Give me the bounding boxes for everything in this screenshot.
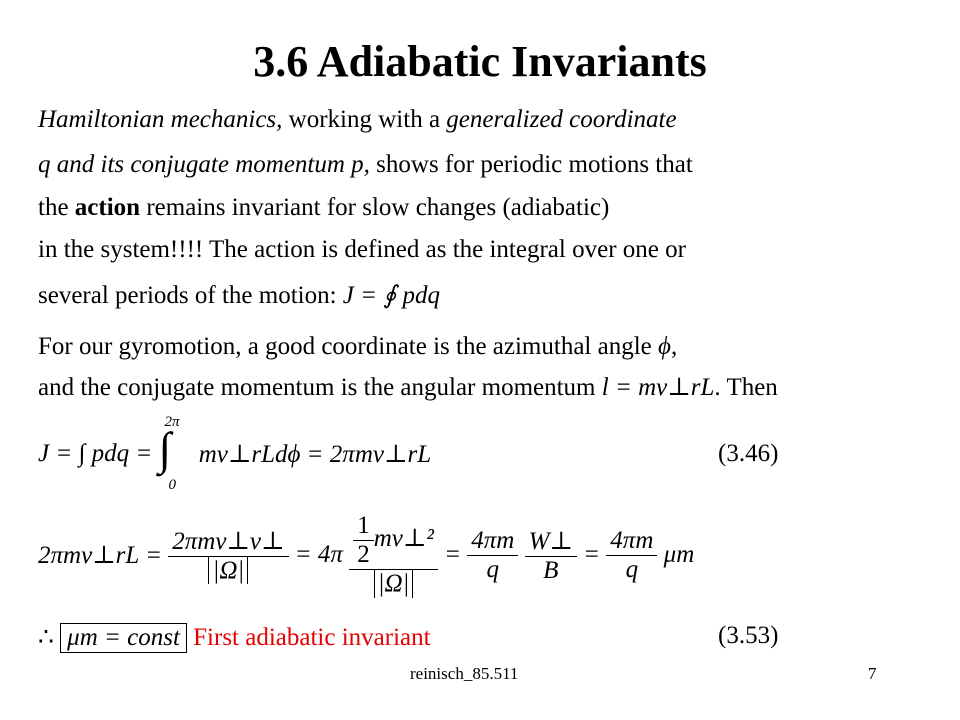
fraction-4-num: 4πm: [610, 526, 654, 554]
equation-number-3-46: (3.46): [718, 440, 779, 467]
integral-with-limits: [158, 414, 192, 494]
fraction-1-num: 2πmv⊥v⊥: [172, 527, 285, 555]
text-the: the: [38, 194, 75, 221]
text-line-7: [38, 372, 778, 402]
text-comma: ,: [670, 333, 678, 360]
equals-2: =: [583, 541, 601, 568]
text-q-and-p: q and its conjugate momentum p,: [38, 151, 370, 178]
fraction-4-den: q: [606, 555, 657, 584]
text-shows: shows for periodic motions that: [369, 151, 693, 178]
fraction-w-b: [525, 526, 577, 585]
text-conjugate-momentum: and the conjugate momentum is the angular momentum: [38, 374, 602, 401]
boxed-mu-const: μm = const: [60, 623, 187, 653]
text-working-with: working with a: [282, 106, 447, 133]
text-action: action: [74, 194, 141, 221]
text-line-5: [38, 280, 440, 310]
first-adiabatic-invariant-label: First adiabatic invariant: [193, 624, 431, 651]
equation-3-46: [38, 414, 431, 494]
fraction-1-den: [168, 556, 288, 585]
therefore-symbol: ∴: [38, 624, 54, 651]
text-line-4: in the system!!!! The action is defined as the integral over one or: [38, 236, 686, 263]
equation-magnetic-moment: [38, 512, 694, 598]
text-line-6: [38, 333, 677, 361]
slide-title: 3.6 Adiabatic Invariants: [253, 37, 707, 86]
eq-action-def: J = ∮ pdq: [342, 282, 441, 309]
eq-angular-momentum: l = mv⊥rL: [601, 374, 715, 401]
equation-3-53: [38, 622, 431, 653]
abs-omega-1: |Ω|: [208, 557, 248, 585]
integral-upper-limit: 2π: [164, 414, 180, 430]
text-remains-invariant: remains invariant for slow changes (adiabatic): [140, 194, 610, 221]
text-several-periods: several periods of the motion:: [38, 282, 343, 309]
fraction-3-den: q: [467, 555, 518, 584]
fraction-3: [467, 527, 518, 584]
mu-m-symbol: μm: [663, 541, 695, 568]
fraction-3-num: 4πm: [471, 526, 515, 554]
text-generalized-coordinate: generalized coordinate: [446, 106, 677, 133]
equation-number-3-53: (3.53): [718, 622, 779, 649]
fraction-half: [353, 512, 374, 569]
text-hamiltonian: Hamiltonian mechanics,: [38, 106, 283, 133]
fraction-2-num: [349, 512, 438, 569]
equals-1: =: [444, 541, 461, 568]
fraction-w: W⊥: [528, 527, 573, 555]
text-gyromotion: For our gyromotion, a good coordinate is the azimuthal angle: [38, 333, 658, 360]
text-line-1: [38, 106, 677, 134]
integral-sign: ∫: [158, 423, 172, 474]
eq-mu-lhs: 2πmv⊥rL =: [38, 542, 162, 569]
integral-lower-limit: 0: [168, 477, 176, 493]
symbol-phi: ϕ: [658, 333, 671, 360]
fraction-2: [349, 512, 438, 598]
eq346-rhs: mv⊥rLdϕ = 2πmv⊥rL: [198, 441, 432, 468]
text-then: . Then: [714, 374, 778, 401]
fraction-2-den: [349, 569, 438, 598]
footer-course: reinisch_85.511: [410, 664, 519, 683]
half-den: 2: [353, 540, 374, 569]
text-line-2: [38, 151, 693, 179]
fraction-b: B: [525, 556, 577, 585]
fraction-4: [606, 527, 657, 584]
half-num: 1: [357, 512, 370, 539]
text-line-3: [38, 194, 609, 222]
page-number: 7: [868, 664, 877, 683]
abs-omega-2: |Ω|: [374, 570, 414, 598]
eq-mu-eq2: = 4π: [294, 541, 343, 568]
eq346-lhs: J = ∫ pdq =: [38, 440, 153, 467]
fraction-1: [168, 526, 288, 585]
mv-perp-squared: mv⊥²: [373, 525, 434, 553]
